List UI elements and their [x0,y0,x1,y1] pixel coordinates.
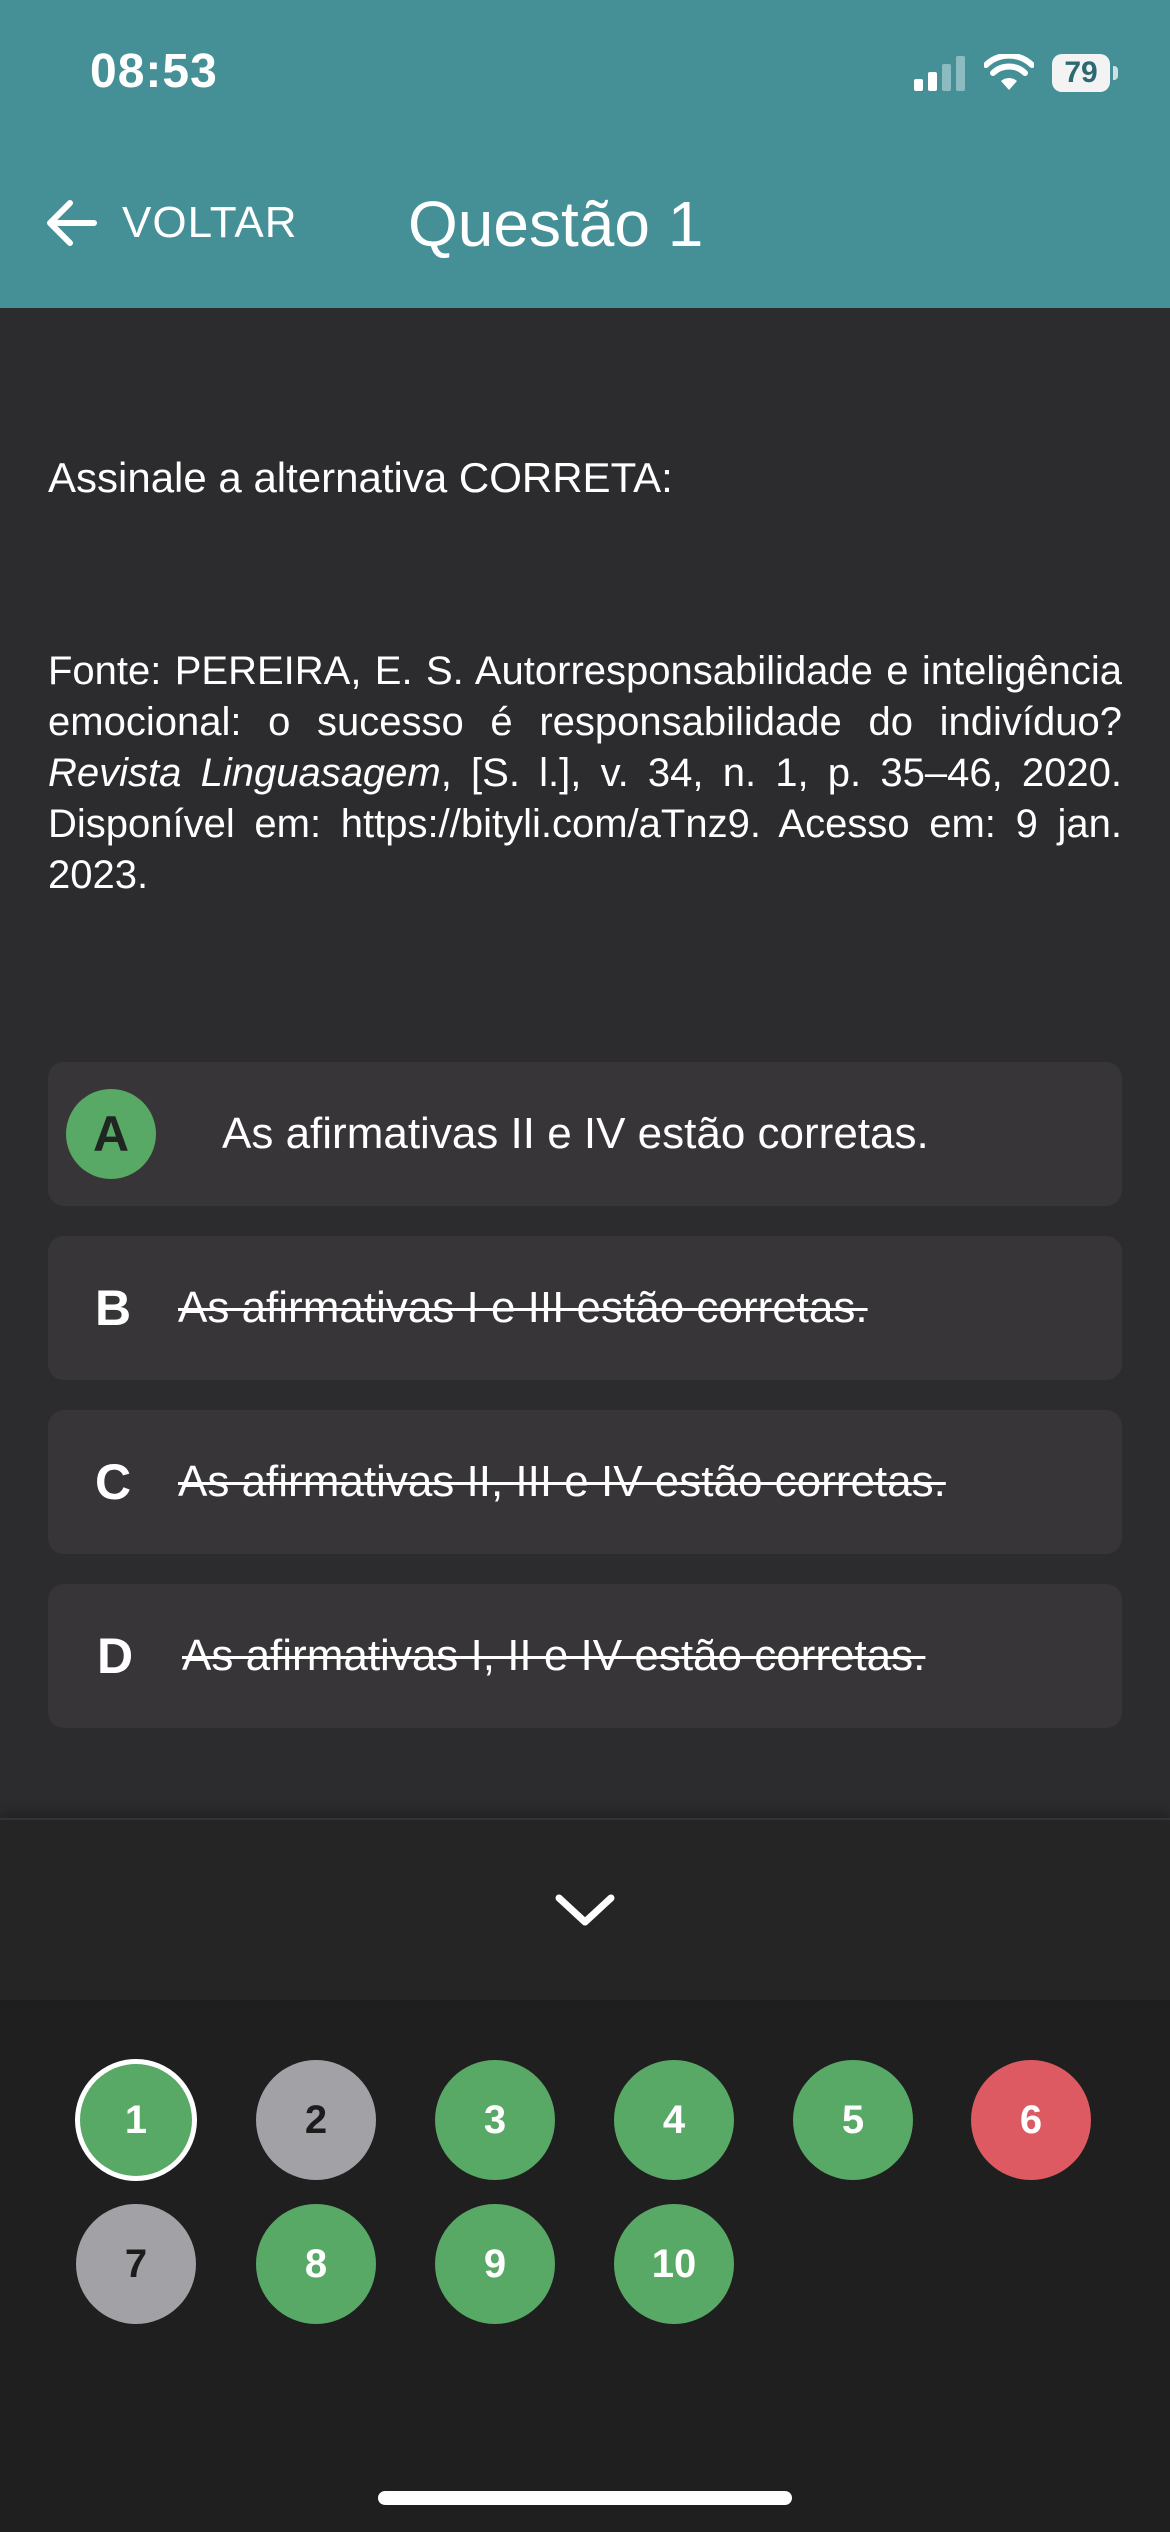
option-d-text: As afirmativas I, II e IV estão corretas. [182,1631,926,1680]
source-text-before: Fonte: PEREIRA, E. S. Autorresponsabilidade e inteligência emocional: o sucesso é responsabilidade do indivíduo? [48,649,1122,744]
source-journal: Revista Linguasagem [48,751,441,795]
question-number-8[interactable]: 8 [256,2204,376,2324]
question-number-9[interactable]: 9 [435,2204,555,2324]
option-b[interactable] [48,1236,1122,1380]
option-c[interactable] [48,1410,1122,1554]
question-number-3[interactable]: 3 [435,2060,555,2180]
question-source [48,646,1122,901]
top-bar [0,0,1170,308]
collapse-navigator-button[interactable] [0,1818,1170,2000]
option-b-letter: B [94,1280,132,1336]
battery-indicator: 79 [1052,54,1110,92]
status-time: 08:53 [90,45,218,98]
question-navigator [0,1818,1170,2532]
option-b-text: As afirmativas I e III estão corretas. [178,1283,868,1332]
option-c-text: As afirmativas II, III e IV estão corretas. [178,1457,946,1506]
signal-icon [914,55,966,91]
question-number-2[interactable]: 2 [256,2060,376,2180]
page-title: Questão 1 [408,188,704,260]
option-d[interactable] [48,1584,1122,1728]
option-a[interactable] [48,1062,1122,1206]
question-number-7[interactable]: 7 [76,2204,196,2324]
option-d-letter: D [96,1628,134,1684]
question-number-1[interactable]: 1 [80,2064,192,2176]
home-indicator[interactable] [378,2491,792,2505]
source-text-after: , [S. l.], v. 34, n. 1, p. 35–46, 2020. Disponível em: https://bityli.com/aTnz9. Acesso em: 9 jan. 2023. [48,751,1122,897]
arrow-left-icon [44,195,100,251]
question-prompt: Assinale a alternativa CORRETA: [48,454,673,501]
back-button[interactable] [44,188,298,258]
wifi-icon [984,54,1034,92]
question-number-6[interactable]: 6 [971,2060,1091,2180]
chevron-down-icon [553,1890,617,1930]
question-number-10[interactable]: 10 [614,2204,734,2324]
question-number-4[interactable]: 4 [614,2060,734,2180]
option-a-letter: A [66,1089,156,1179]
option-a-text: As afirmativas II e IV estão corretas. [222,1109,929,1158]
option-c-letter: C [94,1454,132,1510]
status-icons [914,48,1110,98]
question-number-5[interactable]: 5 [793,2060,913,2180]
back-label: VOLTAR [122,198,298,247]
